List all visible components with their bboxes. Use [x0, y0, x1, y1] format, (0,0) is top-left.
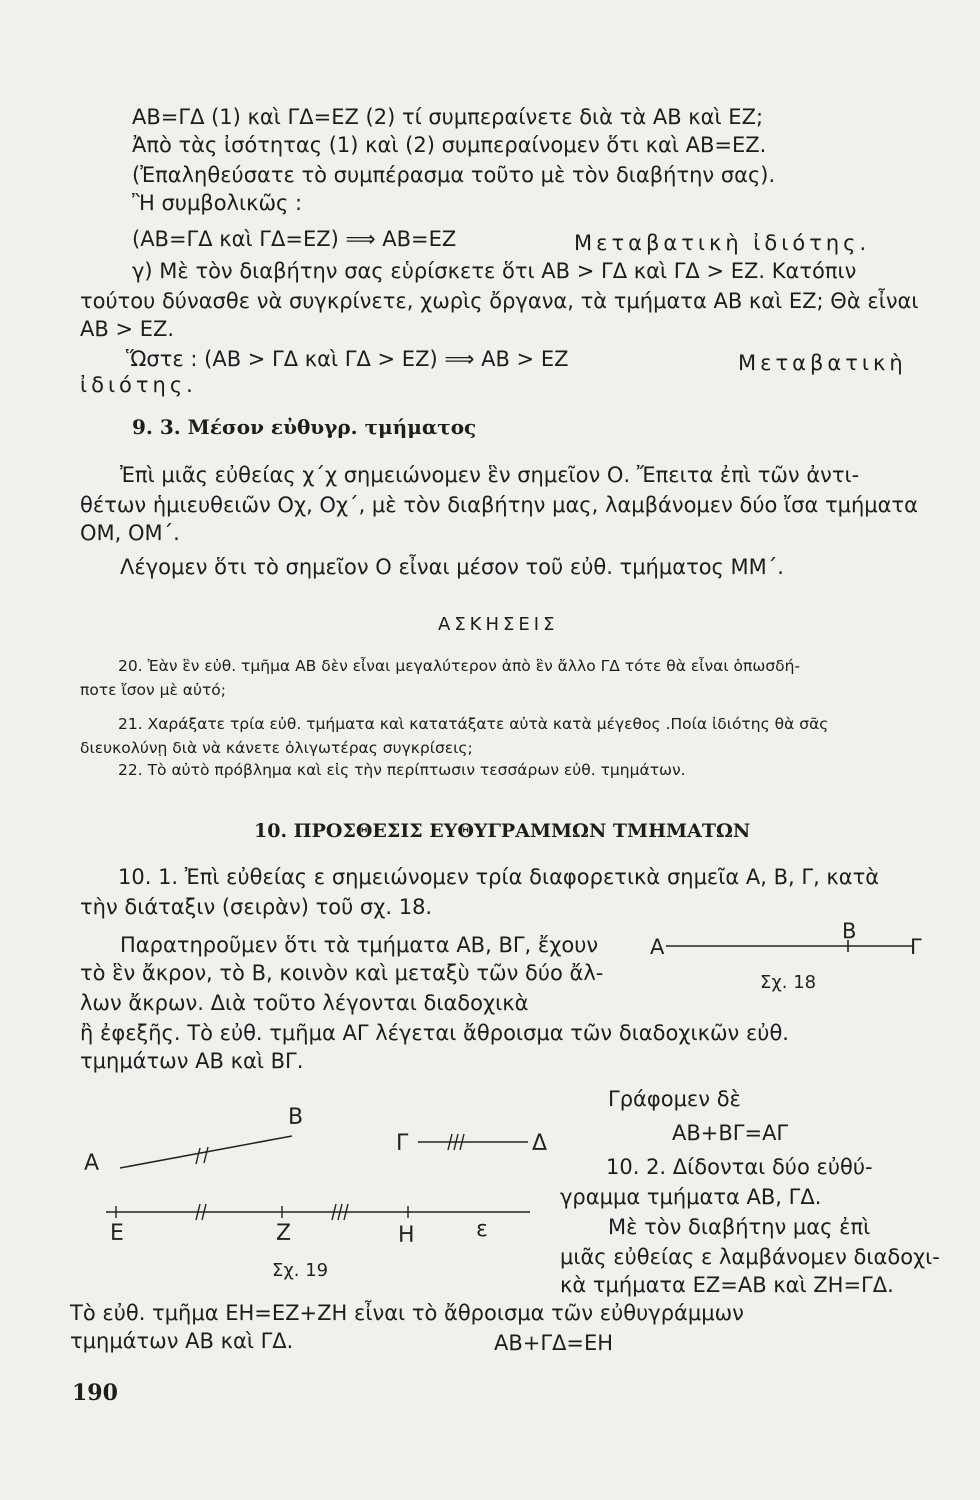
transitive-property-label: Μεταβατικὴ ἰδιότης.: [574, 231, 871, 255]
exercise-line: 22. Τὸ αὐτὸ πρόβλημα καὶ εἰς τὴν περίπτωσιν τεσσάρων εὐθ. τμημάτων.: [118, 761, 686, 779]
text-line: γραμμα τμήματα ΑΒ, ΓΔ.: [560, 1185, 822, 1209]
text-line: κὰ τμήματα ΕΖ=ΑΒ καὶ ΖΗ=ΓΔ.: [560, 1273, 894, 1297]
text-line: 10. 2. Δίδονται δύο εὐθύ-: [606, 1155, 873, 1179]
text-line: θέτων ἡμιευθειῶν Οχ, Οχ΄, μὲ τὸν διαβήτην μας, λαμβάνομεν δύο ἴσα τμήματα: [80, 493, 918, 517]
formula: ΑΒ+ΓΔ=ΕΗ: [494, 1331, 614, 1355]
point-label-g: Γ: [396, 1131, 409, 1156]
text-line: γ) Μὲ τὸν διαβήτην σας εὑρίσκετε ὅτι ΑΒ > ΓΔ καὶ ΓΔ > ΕΖ. Κατόπιν: [132, 259, 857, 283]
text-line: Γράφομεν δὲ: [608, 1087, 741, 1111]
text-line: Τὸ εὐθ. τμῆμα ΕΗ=ΕΖ+ΖΗ εἶναι τὸ ἄθροισμα τῶν εὐθυγράμμων: [70, 1301, 744, 1325]
text-line: τὸ ἓν ἄκρον, τὸ Β, κοινὸν καὶ μεταξὺ τῶν δύο ἄλ-: [80, 961, 604, 985]
point-label-e: Ε: [110, 1221, 124, 1246]
figure-caption: Σχ. 19: [272, 1260, 329, 1281]
symbolic-formula: (ΑΒ=ΓΔ καὶ ΓΔ=ΕΖ) ⟹ ΑΒ=ΕΖ: [132, 227, 457, 251]
text-line: τμημάτων ΑΒ καὶ ΒΓ.: [80, 1049, 304, 1073]
text-line: 10. 1. Ἐπὶ εὐθείας ε σημειώνομεν τρία διαφορετικὰ σημεῖα Α, Β, Γ, κατὰ: [118, 865, 880, 889]
point-label-a: Α: [84, 1151, 100, 1176]
symbolic-formula: Ὥστε : (ΑΒ > ΓΔ καὶ ΓΔ > ΕΖ) ⟹ ΑΒ > ΕΖ: [126, 347, 569, 371]
text-line: Μὲ τὸν διαβήτην μας ἐπὶ: [608, 1215, 871, 1239]
point-label-b: Β: [842, 919, 857, 943]
text-line: ἢ ἐφεξῆς. Τὸ εὐθ. τμῆμα ΑΓ λέγεται ἄθροισμα τῶν διαδοχικῶν εὐθ.: [80, 1021, 789, 1045]
formula: ΑΒ+ΒΓ=ΑΓ: [672, 1121, 789, 1145]
text-line: ΟΜ, ΟΜ΄.: [80, 521, 180, 545]
line-label-epsilon: ε: [476, 1217, 488, 1242]
section-heading: 9. 3. Μέσον εὐθυγρ. τμήματος: [132, 415, 477, 439]
exercise-line: ποτε ἴσον μὲ αὐτό;: [80, 681, 226, 699]
text-line: Ἐπὶ μιᾶς εὐθείας χ΄χ σημειώνομεν ἓν σημεῖον Ο. Ἔπειτα ἐπὶ τῶν ἀντι-: [120, 463, 860, 487]
text-line: ΑΒ=ΓΔ (1) καὶ ΓΔ=ΕΖ (2) τί συμπεραίνετε διὰ τὰ ΑΒ καὶ ΕΖ;: [132, 105, 764, 129]
exercise-line: 20. Ἐὰν ἓν εὐθ. τμῆμα ΑΒ δὲν εἶναι μεγαλύτερον ἀπὸ ἓν ἄλλο ΓΔ τότε θὰ εἶναι ὁπωσδή-: [118, 657, 801, 675]
point-label-g: Γ: [910, 935, 922, 959]
text-line: Παρατηροῦμεν ὅτι τὰ τμήματα ΑΒ, ΒΓ, ἔχουν: [120, 933, 599, 957]
section-heading: 10. ΠΡΟΣΘΕΣΙΣ ΕΥΘΥΓΡΑΜΜΩΝ ΤΜΗΜΑΤΩΝ: [254, 820, 751, 842]
point-label-b: Β: [288, 1105, 304, 1130]
text-line: ἰδιότης.: [80, 373, 197, 397]
text-line: τὴν διάταξιν (σειρὰν) τοῦ σχ. 18.: [80, 895, 433, 919]
text-line: ΑΒ > ΕΖ.: [80, 317, 175, 341]
text-line: τούτου δύνασθε νὰ συγκρίνετε, χωρὶς ὄργανα, τὰ τμήματα ΑΒ καὶ ΕΖ; Θὰ εἶναι: [80, 289, 919, 313]
figure-caption: Σχ. 18: [760, 972, 817, 993]
point-label-z: Ζ: [276, 1221, 292, 1246]
exercises-title: ΑΣΚΗΣΕΙΣ: [438, 614, 559, 635]
text-line: λων ἄκρων. Διὰ τοῦτο λέγονται διαδοχικὰ: [80, 991, 529, 1015]
transitive-property-label: Μεταβατικὴ: [738, 351, 907, 375]
text-line: Λέγομεν ὅτι τὸ σημεῖον Ο εἶναι μέσον τοῦ εὐθ. τμήματος ΜΜ΄.: [120, 555, 784, 579]
point-label-a: Α: [650, 935, 665, 959]
text-line: Ἢ συμβολικῶς :: [132, 191, 303, 215]
figure-18: [630, 916, 930, 996]
exercise-line: διευκολύνῃ διὰ νὰ κάνετε ὀλιγωτέρας συγκρίσεις;: [80, 739, 473, 757]
text-line: (Ἐπαληθεύσατε τὸ συμπέρασμα τοῦτο μὲ τὸν διαβήτην σας).: [132, 163, 776, 187]
text-line: τμημάτων ΑΒ καὶ ΓΔ.: [70, 1329, 294, 1353]
page-number: 190: [72, 1380, 118, 1406]
figure-19: [70, 1098, 570, 1288]
point-label-h: Η: [398, 1223, 415, 1248]
exercise-line: 21. Χαράξατε τρία εὐθ. τμήματα καὶ κατατάξατε αὐτὰ κατὰ μέγεθος .Ποία ἰδιότης θὰ σᾶς: [118, 715, 829, 733]
point-label-d: Δ: [532, 1131, 548, 1156]
text-line: Ἀπὸ τὰς ἰσότητας (1) καὶ (2) συμπεραίνομεν ὅτι καὶ ΑΒ=ΕΖ.: [132, 133, 767, 157]
text-line: μιᾶς εὐθείας ε λαμβάνομεν διαδοχι-: [560, 1245, 940, 1269]
